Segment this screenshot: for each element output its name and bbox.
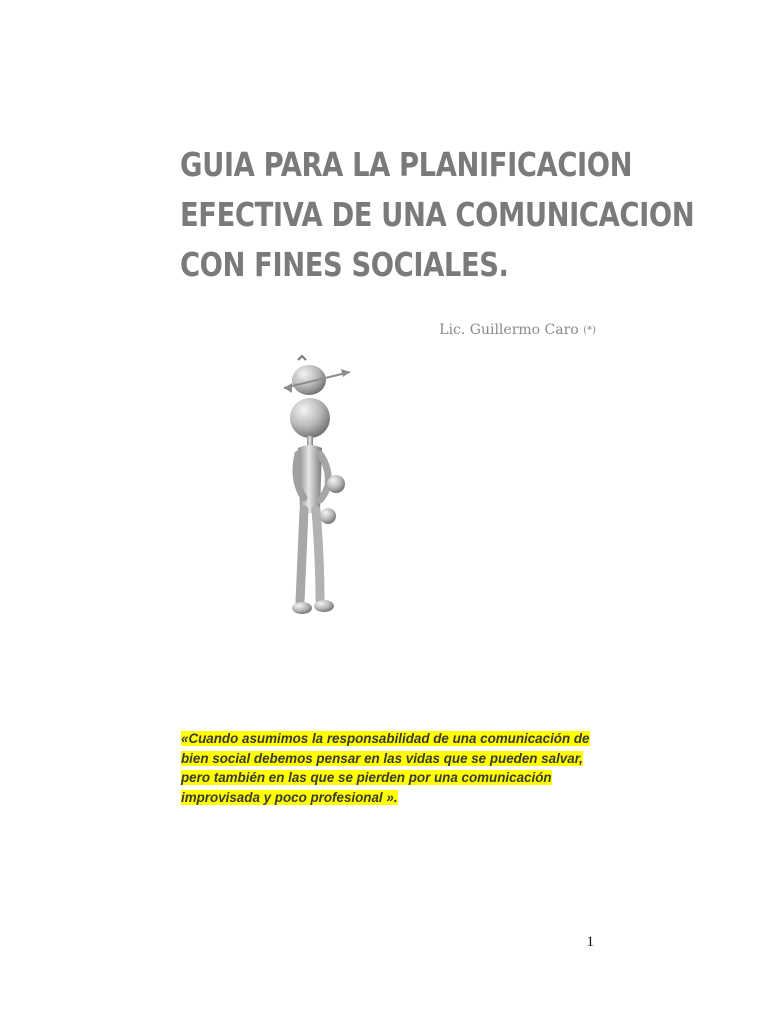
apple-head-figure-with-arrow-icon xyxy=(262,350,372,625)
author-credit xyxy=(439,322,596,338)
quote-line-1: «Cuando asumimos la responsabilidad de una comunicación de xyxy=(181,731,590,746)
title-line-2: EFECTIVA DE UNA COMUNICACION xyxy=(180,195,695,234)
quote-line-3: pero también en las que se pierden por una comunicación xyxy=(181,770,552,786)
quote-line-4: improvisada y poco profesional ». xyxy=(181,789,398,805)
author-footnote-mark: (*) xyxy=(583,325,596,336)
title-line-1: GUIA PARA LA PLANIFICACION xyxy=(180,145,633,184)
quote-line-2: bien social debemos pensar en las vidas que se pueden salvar, xyxy=(181,750,583,766)
author-name: Lic. Guillermo Caro xyxy=(439,322,579,338)
title-line-3: CON FINES SOCIALES. xyxy=(180,245,509,284)
highlighted-quote xyxy=(181,729,601,807)
document-title xyxy=(180,140,695,290)
page-number: 1 xyxy=(586,934,594,950)
